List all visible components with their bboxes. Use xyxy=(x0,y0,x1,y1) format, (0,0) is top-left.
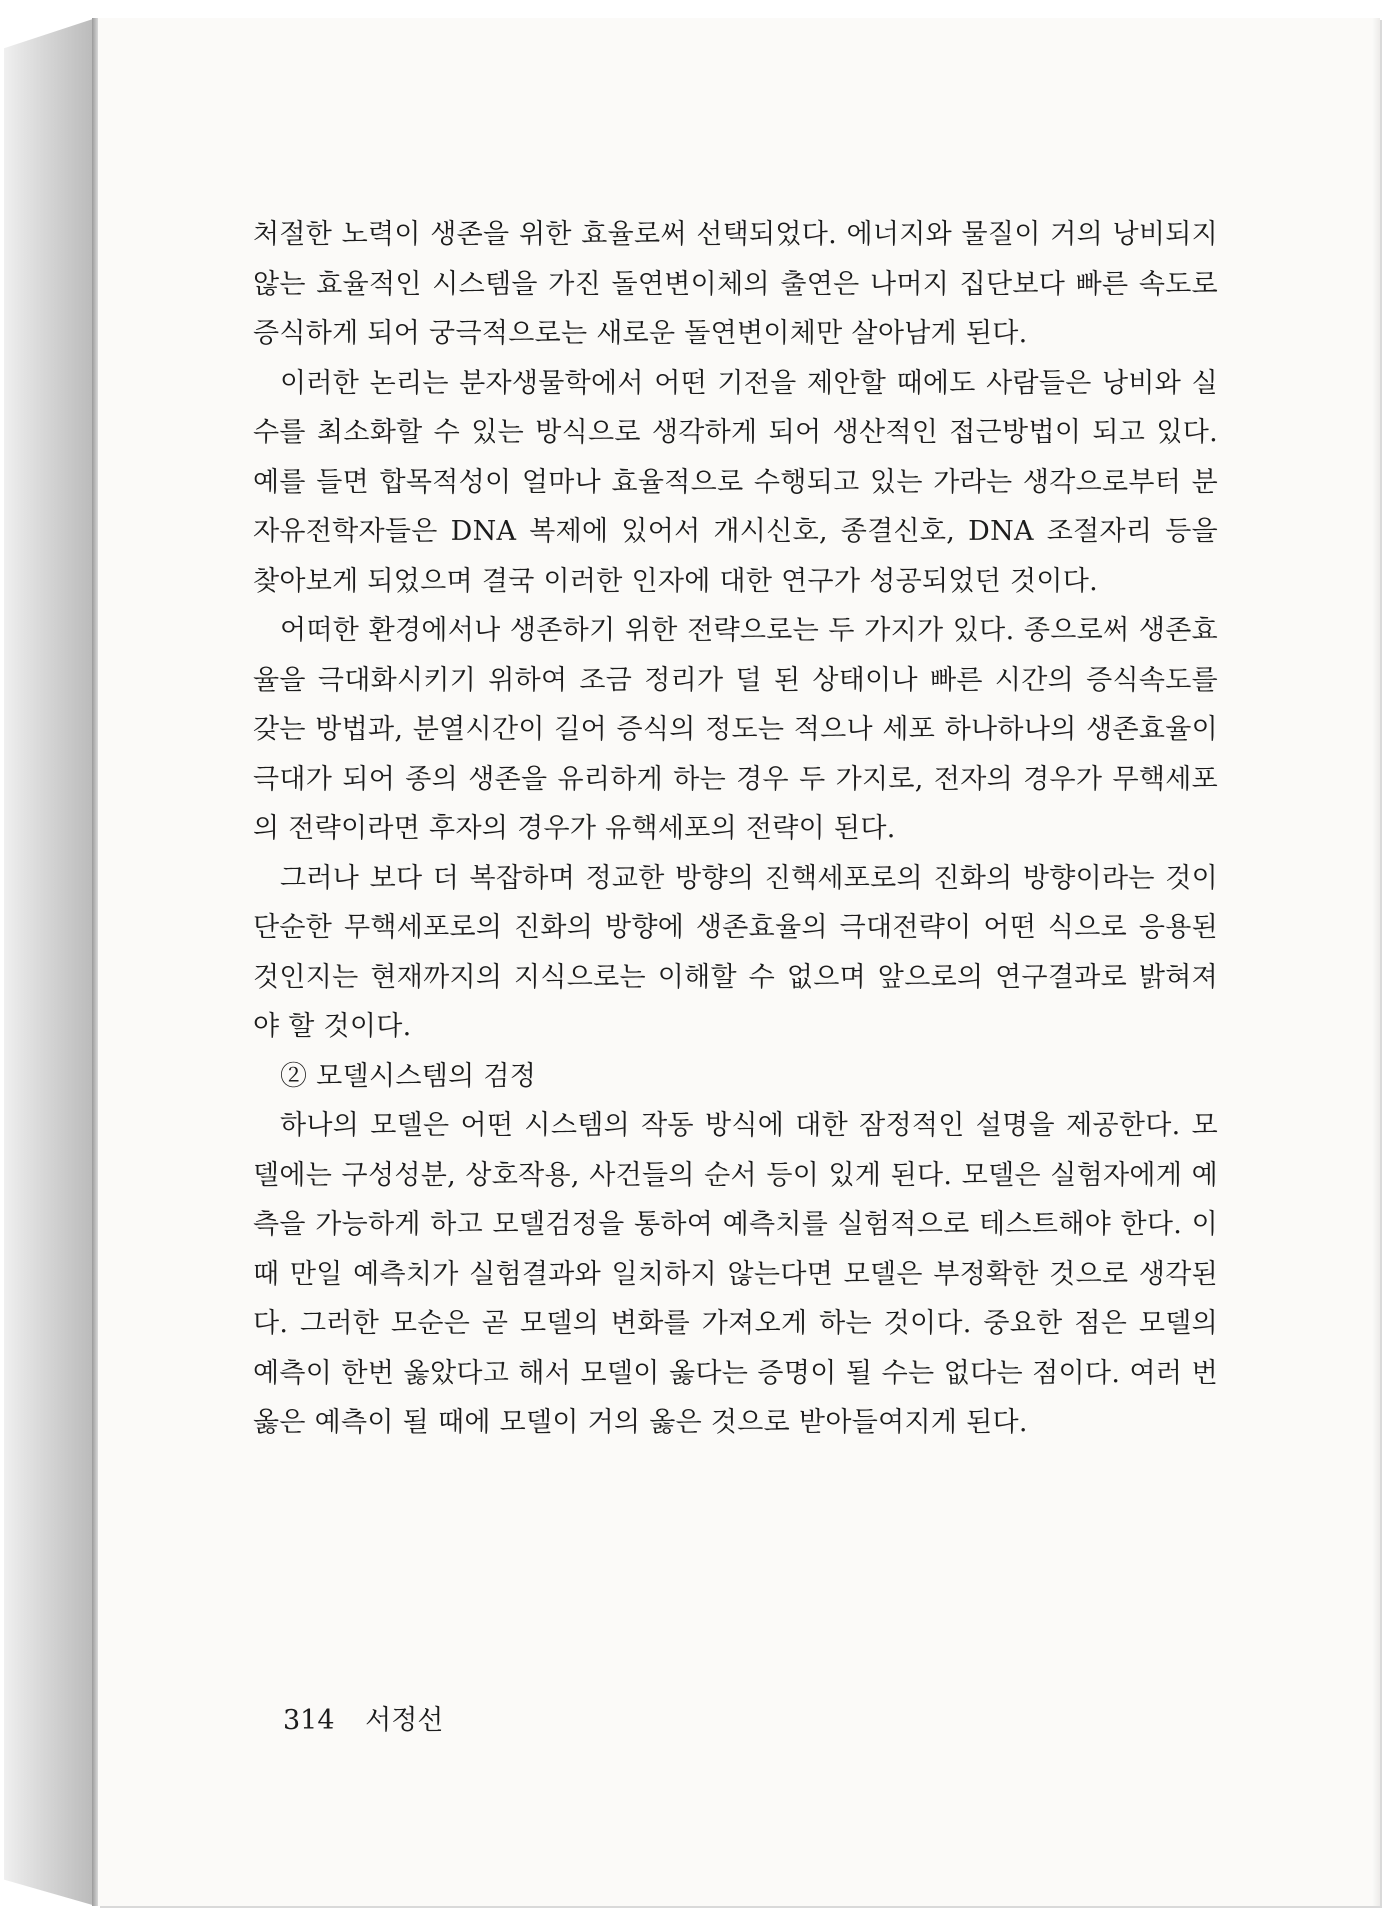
paragraph-logic: 이러한 논리는 분자생물학에서 어떤 기전을 제안할 때에도 사람들은 낭비와 실수를 최소화할 수 있는 방식으로 생각하게 되어 생산적인 접근방법이 되고 있다. 예를 들면 합목적성이 얼마나 효율적으로 수행되고 있는 가라는 생각으로부터 분자유전학자들은 DNA 복제에 있어서 개시신호, 종결신호, DNA 조절자리 등을 찾아보게 되었으며 결국 이러한 인자에 대한 연구가 성공되었던 것이다. xyxy=(253,367,1218,597)
page-footer xyxy=(283,1698,443,1737)
section-heading: ② 모델시스템의 검정 xyxy=(280,1060,537,1092)
paragraph-continued: 처절한 노력이 생존을 위한 효율로써 선택되었다. 에너지와 물질이 거의 낭비되지 않는 효율적인 시스템을 가진 돌연변이체의 출연은 나머지 집단보다 빠른 속도로 증식하게 되어 궁극적으로는 새로운 돌연변이체만 살아남게 된다. xyxy=(253,219,1218,349)
paragraph-evolution: 그러나 보다 더 복잡하며 정교한 방향의 진핵세포로의 진화의 방향이라는 것이 단순한 무핵세포로의 진화의 방향에 생존효율의 극대전략이 어떤 식으로 응용된 것인지는 현재까지의 지식으로는 이해할 수 없으며 앞으로의 연구결과로 밝혀져야 할 것이다. xyxy=(253,862,1218,1042)
paragraph-model: 하나의 모델은 어떤 시스템의 작동 방식에 대한 잠정적인 설명을 제공한다. 모델에는 구성성분, 상호작용, 사건들의 순서 등이 있게 된다. 모델은 실험자에게 예측을 가능하게 하고 모델검정을 통하여 예측치를 실험적으로 테스트해야 한다. 이때 만일 예측치가 실험결과와 일치하지 않는다면 모델은 부정확한 것으로 생각된다. 그러한 모순은 곧 모델의 변화를 가져오게 하는 것이다. 중요한 점은 모델의 예측이 한번 옳았다고 해서 모델이 옳다는 증명이 될 수는 없다는 점이다. 여러 번 옳은 예측이 될 때에 모델이 거의 옳은 것으로 받아들여지게 된다. xyxy=(253,1110,1218,1438)
body-text xyxy=(253,210,1218,1448)
paragraph-strategy: 어떠한 환경에서나 생존하기 위한 전략으로는 두 가지가 있다. 종으로써 생존효율을 극대화시키기 위하여 조금 정리가 덜 된 상태이나 빠른 시간의 증식속도를 갖는 방법과, 분열시간이 길어 증식의 정도는 적으나 세포 하나하나의 생존효율이 극대가 되어 종의 생존을 유리하게 하는 경우 두 가지로, 전자의 경우가 무핵세포의 전략이라면 후자의 경우가 유핵세포의 전략이 된다. xyxy=(253,615,1218,844)
book-page xyxy=(98,18,1380,1906)
book-spine xyxy=(4,18,96,1906)
page-number: 314 xyxy=(283,1705,335,1736)
page-edge-shadow xyxy=(1372,18,1380,1906)
running-author: 서정선 xyxy=(365,1705,444,1736)
